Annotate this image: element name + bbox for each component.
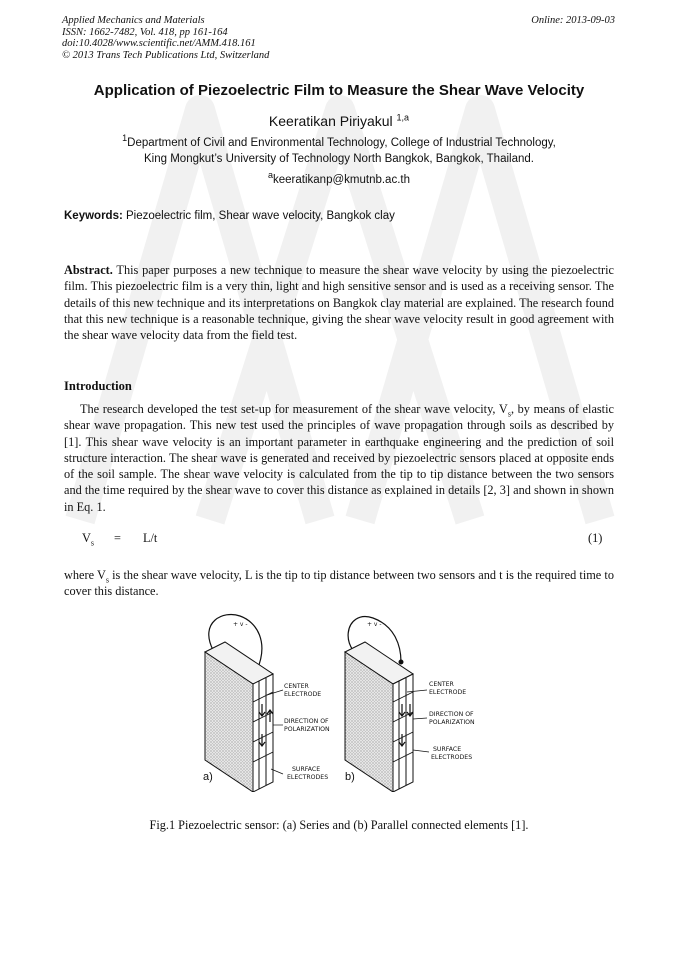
label-a-surface-2: ELECTRODES — [287, 774, 329, 781]
keywords-line — [64, 210, 395, 222]
figure-label-a: a) — [203, 771, 213, 783]
figure-caption: Fig.1 Piezoelectric sensor: (a) Series and (b) Parallel connected elements [1]. — [149, 818, 529, 832]
affiliation-superscript: 1 — [122, 133, 128, 144]
figure-label-b: b) — [345, 771, 355, 783]
definition-text-rest: is the shear wave velocity, L is the tip to tip distance between two sensors and t is the required time to cover this distance. — [64, 568, 614, 599]
keywords-label: Keywords: — [64, 210, 123, 222]
author-line — [40, 113, 638, 129]
piezoelectric-sensor-figure — [195, 612, 495, 792]
email-superscript: a — [268, 170, 274, 181]
doi-link[interactable]: doi:10.4028/www.scientific.net/AMM.418.161 — [62, 38, 256, 49]
keywords-text: Piezoelectric film, Shear wave velocity, Bangkok clay — [122, 210, 395, 222]
label-a-center-electrode-1: CENTER — [284, 683, 309, 690]
definition-text-start: where V — [64, 568, 106, 582]
label-b-direction-2: POLARIZATION — [429, 719, 475, 726]
affiliation-line-1: Department of Civil and Environmental Technology, College of Industrial Technology, — [127, 137, 556, 149]
author-email — [40, 170, 638, 186]
abstract-text: This paper purposes a new technique to measure the shear wave velocity by using the piezoelectric film. This piezoelectric film is a very thin, light and high sensitive sensor and is used as a receiving sensor. The details of this new technique and its interpretations on Bangkok clay material are explained. The research found that this new technique is a reasonable technique, giving the shear wave velocity result in good agreement with the shear wave velocity data from the field test. — [64, 263, 614, 343]
sensor-a-drawing — [205, 614, 283, 792]
equation-variable: V — [82, 531, 91, 545]
email-address[interactable]: keeratikanp@kmutnb.ac.th — [273, 174, 410, 186]
definition-paragraph — [64, 567, 614, 600]
sensor-b-drawing — [345, 617, 429, 792]
abstract-label: Abstract. — [64, 263, 113, 277]
equation-lhs — [82, 531, 94, 546]
label-b-direction-1: DIRECTION OF — [429, 711, 474, 718]
intro-subscript: s — [507, 409, 511, 419]
label-a-direction-1: DIRECTION OF — [284, 718, 329, 725]
label-a-direction-2: POLARIZATION — [284, 726, 330, 733]
svg-text:+ v -: + v - — [233, 621, 248, 628]
equation-number: (1) — [588, 531, 603, 545]
equation-equals: = — [114, 531, 121, 545]
definition-subscript: s — [105, 575, 109, 585]
copyright-line: © 2013 Trans Tech Publications Ltd, Switzerland — [62, 49, 270, 61]
introduction-heading: Introduction — [64, 379, 132, 393]
abstract-paragraph — [64, 262, 614, 343]
affiliation — [40, 133, 638, 167]
label-b-center-electrode-1: CENTER — [429, 681, 454, 688]
label-a-center-electrode-2: ELECTRODE — [284, 691, 322, 698]
affiliation-line-2: King Mongkut’s University of Technology North Bangkok, Bangkok, Thailand. — [144, 152, 534, 165]
paper-title: Application of Piezoelectric Film to Measure the Shear Wave Velocity — [93, 82, 585, 99]
intro-text-start: The research developed the test set-up for measurement of the shear wave velocity, V — [80, 402, 508, 416]
journal-name: Applied Mechanics and Materials — [62, 15, 205, 26]
issn-line: ISSN: 1662-7482, Vol. 418, pp 161-164 — [62, 26, 228, 38]
author-superscript: 1,a — [396, 112, 410, 123]
equation-rhs: L/t — [143, 531, 158, 545]
author-name: Keeratikan Piriyakul — [268, 113, 393, 129]
label-b-surface-2: ELECTRODES — [431, 754, 473, 761]
label-b-center-electrode-2: ELECTRODE — [429, 689, 467, 696]
introduction-paragraph — [64, 401, 614, 515]
intro-text-rest: , by means of elastic shear wave propagation. This new test used the principles of wave propagation through soils as described by [1]. This shear wave velocity is an important parameter in earthquake engineering and the prediction of soil structure interaction. The shear wave is generated and received by piezoelectric sensors placed at opposite ends of the soil sample. The shear wave velocity is calculated from the tip to tip distance between the two sensors and the time required by the shear wave to cover this distance as explained in details [2, 3] and shown in shown in Eq. 1. — [64, 402, 614, 514]
journal-header — [62, 15, 269, 61]
label-b-surface-1: SURFACE — [433, 746, 462, 753]
equation-subscript: s — [90, 538, 95, 548]
online-date: Online: 2013-09-03 — [531, 15, 615, 26]
svg-text:+ v -: + v - — [367, 621, 382, 628]
label-a-surface-1: SURFACE — [292, 766, 321, 773]
